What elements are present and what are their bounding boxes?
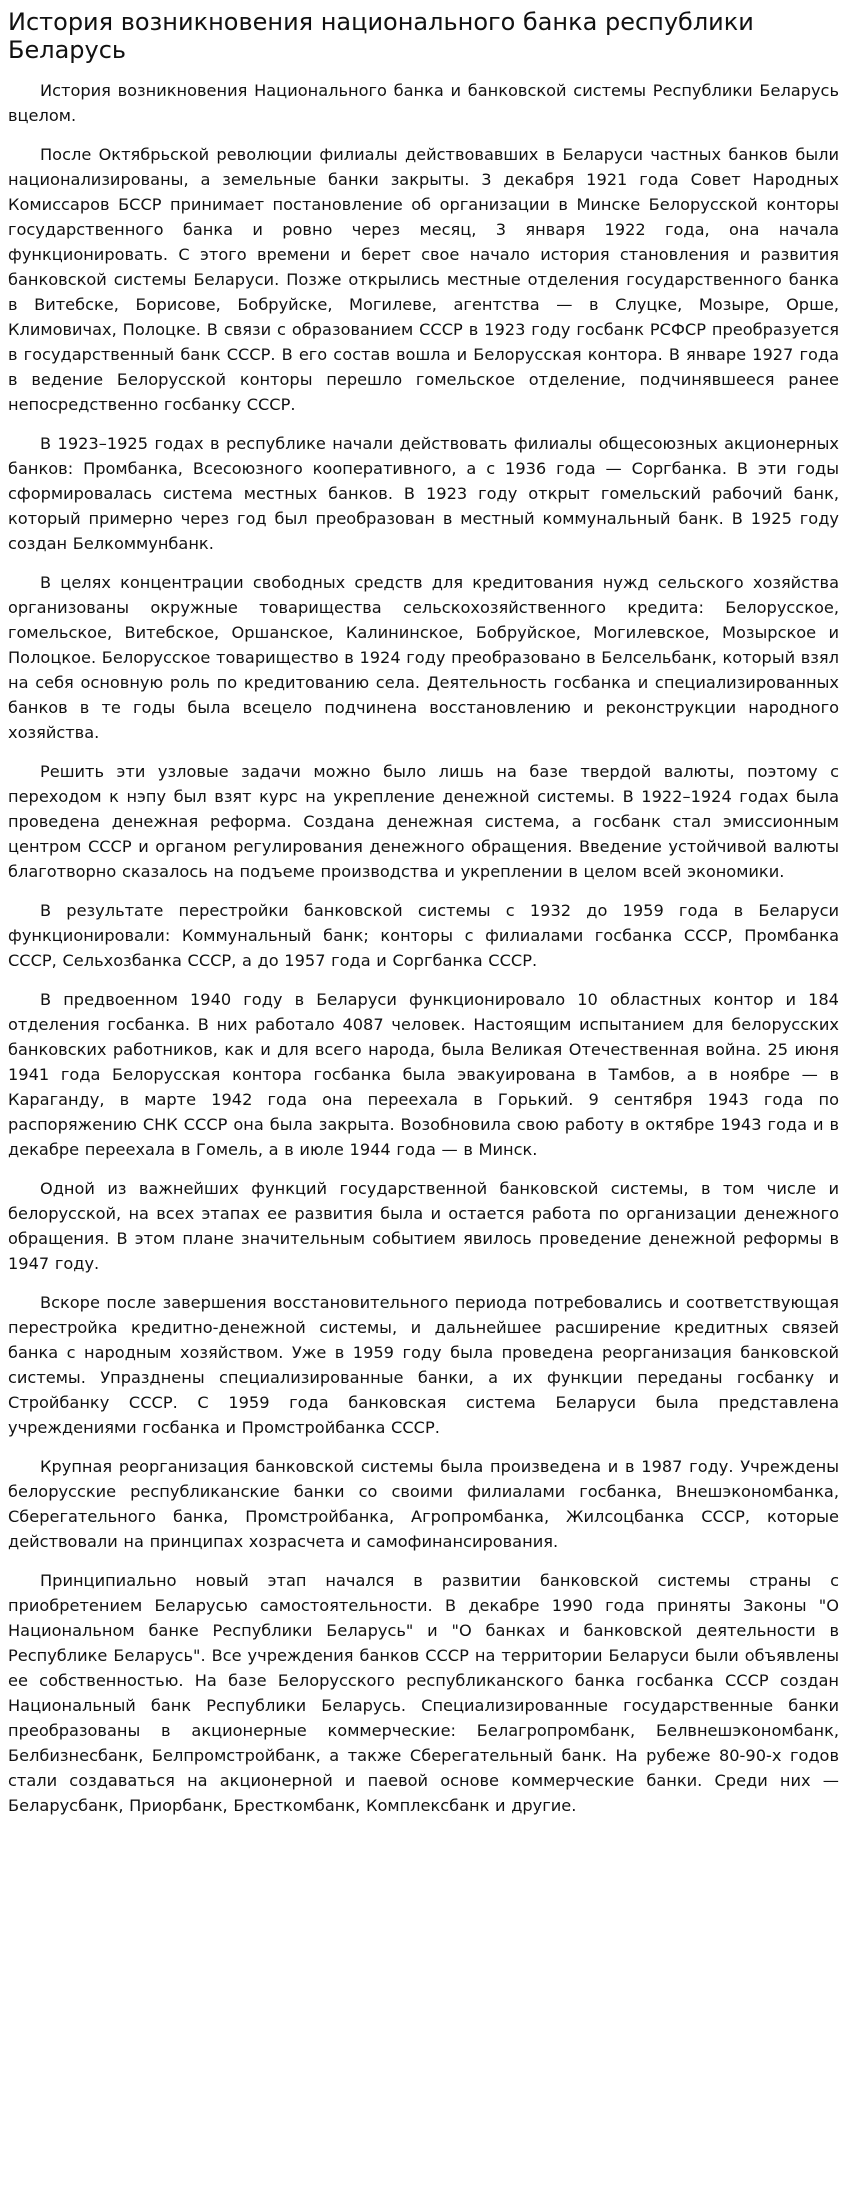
paragraph-currency-reform: Решить эти узловые задачи можно было лишь на базе твердой валюты, поэтому с переходом к нэпу был взят курс на укрепление денежной системы. В 1922–1924 годах была проведена денежная реформа. Создана денежная система, а госбанк стал эмиссионным центром СССР и органом регулирования денежного обращения. Введение устойчивой валюты благотворно сказалось на подъеме производства и укреплении в целом всей экономики. bbox=[8, 762, 839, 881]
paragraph-1959-reorganization: Вскоре после завершения восстановительного периода потребовались и соответствующая перестройка кредитно-денежной системы, и дальнейшее расширение кредитных связей банка с народным хозяйством. Уже в 1959 году была проведена реорганизация банковской системы. Упразднены специализированные банки, а их функции переданы госбанку и Стройбанку СССР. С 1959 года банковская система Беларуси была представлена учреждениями госбанка и Промстройбанка СССР. bbox=[8, 1293, 839, 1437]
paragraph-1932-1959: В результате перестройки банковской системы с 1932 до 1959 года в Беларуси функционировали: Коммунальный банк; конторы с филиалами госбанка СССР, Промбанка СССР, Сельхозбанка СССР, а до 1957 года и Соргбанка СССР. bbox=[8, 901, 839, 970]
paragraph-joint-stock-banks: В 1923–1925 годах в республике начали действовать филиалы общесоюзных акционерных банков: Промбанка, Всесоюзного кооперативного, а с 1936 года — Соргбанка. В эти годы сформировалась система местных банков. В 1923 году открыт гомельский рабочий банк, который примерно через год был преобразован в местный коммунальный банк. В 1925 году создан Белкоммунбанк. bbox=[8, 434, 839, 553]
paragraph-1987-reorganization: Крупная реорганизация банковской системы была произведена и в 1987 году. Учреждены белорусские республиканские банки со своими филиалами госбанка, Внешэкономбанка, Сберегательного банка, Промстройбанка, Агропромбанка, Жилсоцбанка СССР, которые действовали на принципах хозрасчета и самофинансирования. bbox=[8, 1457, 839, 1551]
paragraph-independence: Принципиально новый этап начался в развитии банковской системы страны с приобретением Беларусью самостоятельности. В декабре 1990 года приняты Законы "О Национальном банке Республики Беларусь" и "О банках и банковской деятельности в Республике Беларусь". Все учреждения банков СССР на территории Беларуси были объявлены ее собственностью. На базе Белорусского республиканского банка госбанка СССР создан Национальный банк Республики Беларусь. Специализированные государственные банки преобразованы в акционерные коммерческие: Белагропромбанк, Белвнешэкономбанк, Белбизнесбанк, Белпромстройбанк, а также Сберегательный банк. На рубеже 80-90-х годов стали создаваться на акционерной и паевой основе коммерческие банки. Среди них — Беларусбанк, Приорбанк, Бресткомбанк, Комплексбанк и другие. bbox=[8, 1571, 839, 1815]
page-title: История возникновения национального банка республики Беларусь bbox=[8, 8, 754, 64]
intro-paragraph: История возникновения Национального банка и банковской системы Республики Беларусь вцелом. bbox=[8, 81, 839, 125]
paragraph-agricultural-credit: В целях концентрации свободных средств для кредитования нужд сельского хозяйства организованы окружные товарищества сельскохозяйственного кредита: Белорусское, гомельское, Витебское, Оршанское, Калининское, Бобруйское, Могилевское, Мозырское и Полоцкое. Белорусское товарищество в 1924 году преобразовано в Белсельбанк, который взял на себя основную роль по кредитованию села. Деятельность госбанка и специализированных банков в те годы была всецело подчинена восстановлению и реконструкции народного хозяйства. bbox=[8, 573, 839, 742]
paragraph-1921-founding: После Октябрьской революции филиалы действовавших в Беларуси частных банков были национализированы, а земельные банки закрыты. 3 декабря 1921 года Совет Народных Комиссаров БССР принимает постановление об организации в Минске Белорусской конторы государственного банка и ровно через месяц, 3 января 1922 года, она начала функционировать. С этого времени и берет свое начало история становления и развития банковской системы Беларуси. Позже открылись местные отделения государственного банка в Витебске, Борисове, Бобруйске, Могилеве, агентства — в Слуцке, Мозыре, Орше, Климовичах, Полоцке. В связи с образованием СССР в 1923 году госбанк РСФСР преобразуется в государственный банк СССР. В его состав вошла и Белорусская контора. В январе 1927 года в ведение Белорусской конторы перешло гомельское отделение, подчинявшееся ранее непосредственно госбанку СССР. bbox=[8, 145, 839, 414]
paragraph-1947-reform: Одной из важнейших функций государственной банковской системы, в том числе и белорусской, на всех этапах ее развития была и остается работа по организации денежного обращения. В этом плане значительным событием явилось проведение денежной реформы в 1947 году. bbox=[8, 1179, 839, 1273]
paragraph-war-years: В предвоенном 1940 году в Беларуси функционировало 10 областных контор и 184 отделения госбанка. В них работало 4087 человек. Настоящим испытанием для белорусских банковских работников, как и для всего народа, была Великая Отечественная война. 25 июня 1941 года Белорусская контора госбанка была эвакуирована в Тамбов, а в ноябре — в Караганду, в марте 1942 года она переехала в Горький. 9 сентября 1943 года по распоряжению СНК СССР она была закрыта. Возобновила свою работу в октябре 1943 года и в декабре переехала в Гомель, а в июле 1944 года — в Минск. bbox=[8, 990, 839, 1159]
